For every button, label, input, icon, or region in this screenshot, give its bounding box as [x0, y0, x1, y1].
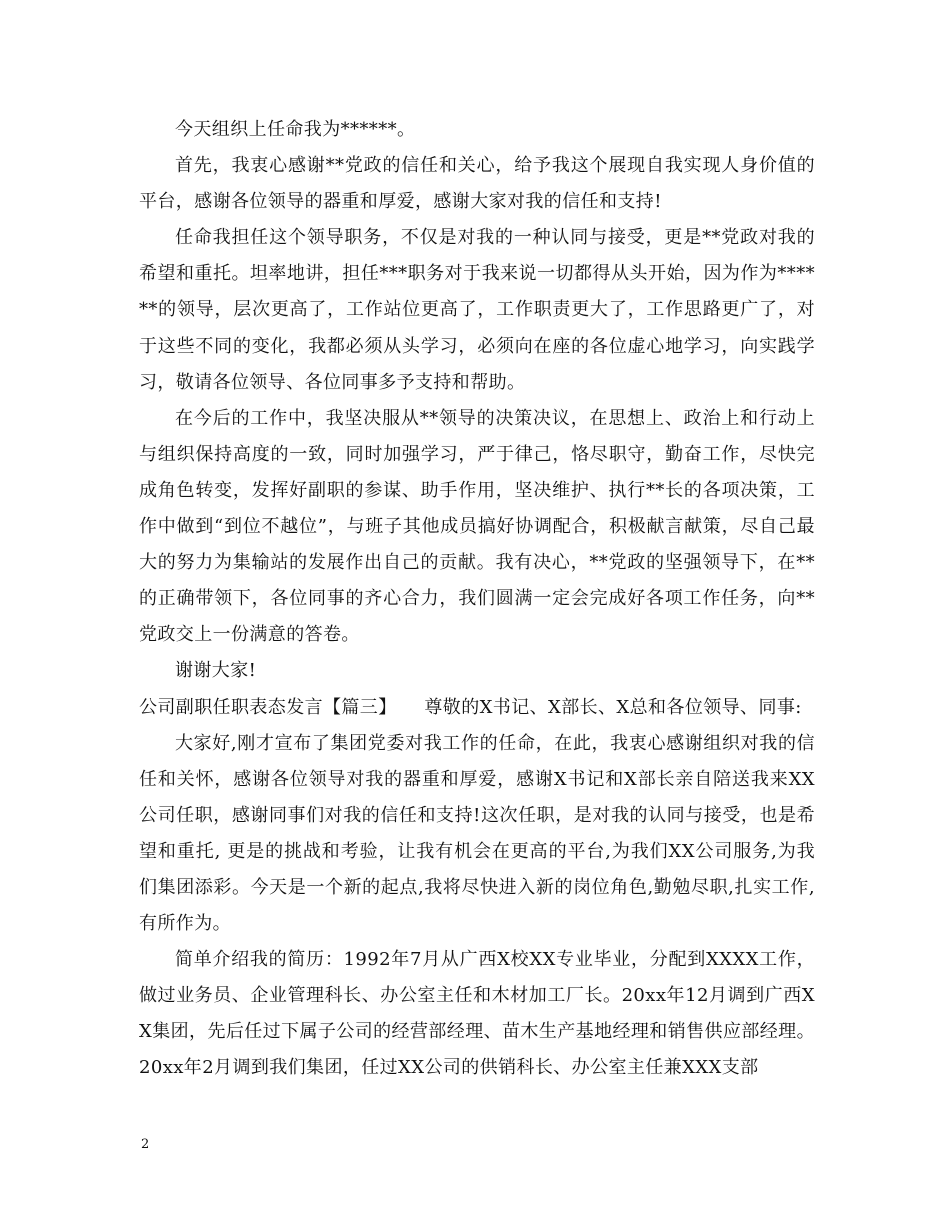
- document-body: [139, 112, 815, 1087]
- paragraph-closing: 谢谢大家!: [175, 660, 257, 682]
- paragraph-appointment: 今天组织上任命我为******。: [175, 119, 416, 140]
- paragraph-thanks: 首先，我衷心感谢**党政的信任和关心，给予我这个展现自我实现人身价值的平台，感谢各位领导的器重和厚爱，感谢大家对我的信任和支持!: [139, 155, 815, 213]
- paragraph-greeting: 大家好,刚才宣布了集团党委对我工作的任命，在此，我衷心感谢组织对我的信任和关怀，感谢各位领导对我的器重和厚爱，感谢X书记和X部长亲自陪送我来XX公司任职，感谢同事们对我的信任和支持!这次任职，是对我的认同与接受，也是希望和重托, 更是的挑战和考验，让我有机会在更高的平台,为我们XX公司服务,为我们集团添彩。今天是一个新的起点,我将尽快进入新的岗位角色,勤勉尽职,扎实工作,有所作为。: [139, 732, 815, 935]
- section-heading-part-three: 公司副职任职表态发言【篇三】 尊敬的X书记、X部长、X总和各位领导、同事:: [139, 696, 802, 718]
- paragraph-future-work: 在今后的工作中，我坚决服从**领导的决策决议，在思想上、政治上和行动上与组织保持高度的一致，同时加强学习，严于律己，恪尽职守，勤奋工作，尽快完成角色转变，发挥好副职的参谋、助手作用，坚决维护、执行**长的各项决策，工作中做到“到位不越位”，与班子其他成员搞好协调配合，积极献言献策，尽自己最大的努力为集输站的发展作出自己的贡献。我有决心，**党政的坚强领导下，在**的正确带领下，各位同事的齐心合力，我们圆满一定会完成好各项工作任务，向**党政交上一份满意的答卷。: [139, 407, 815, 646]
- paragraph-resume: 简单介绍我的简历：1992年7月从广西X校XX专业毕业，分配到XXXX工作，做过业务员、企业管理科长、办公室主任和木材加工厂长。20xx年12月调到广西XX集团，先后任过下属子公司的经营部经理、苗木生产基地经理和销售供应部经理。20xx年2月调到我们集团，任过XX公司的供销科长、办公室主任兼XXX支部: [139, 949, 815, 1079]
- page-number: 2: [141, 1137, 150, 1152]
- paragraph-responsibility: 任命我担任这个领导职务，不仅是对我的一种认同与接受，更是**党政对我的希望和重托。坦率地讲，担任***职务对于我来说一切都得从头开始，因为作为******的领导，层次更高了，工作站位更高了，工作职责更大了，工作思路更广了，对于这些不同的变化，我都必须从头学习，必须向在座的各位虚心地学习，向实践学习，敬请各位领导、各位同事多予支持和帮助。: [139, 227, 815, 393]
